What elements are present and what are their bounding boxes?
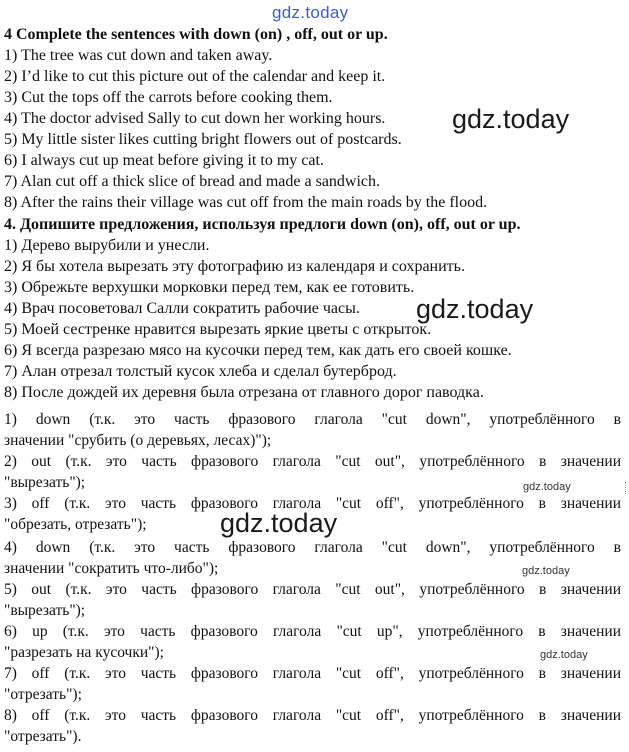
english-sentence: 7) Alan cut off a thick slice of bread and made a sandwich. (4, 173, 381, 190)
russian-sentence: 5) Моей сестренке нравится вырезать яркие цветы с открыток. (4, 321, 432, 338)
russian-sentence: 1) Дерево вырубили и унесли. (4, 237, 210, 254)
watermark-top: gdz.today (272, 3, 349, 22)
explanation-line: 2) out (т.к. это часть фразового глагола "cut out", употреблённого в значении (4, 453, 621, 470)
explanation-line: "разрезать на кусочки"); (4, 644, 164, 661)
english-sentence: 5) My little sister likes cutting bright flowers out of postcards. (4, 131, 402, 148)
russian-sentence: 8) После дождей их деревня была отрезана от главного дорог паводка. (4, 384, 484, 401)
english-sentence: 4) The doctor advised Sally to cut down her working hours. (4, 110, 386, 127)
english-sentence: 2) I’d like to cut this picture out of the calendar and keep it. (4, 68, 386, 85)
explanation-line: "вырезать"); (4, 474, 86, 491)
watermark-large: gdz.today (220, 508, 338, 538)
watermark-small: gdz.today (523, 481, 571, 493)
explanation-line: 6) up (т.к. это часть фразового глагола "cut up", употреблённого в значении (4, 623, 621, 640)
explanation-line: "вырезать"); (4, 602, 86, 619)
english-sentence: 8) After the rains their village was cut off from the main roads by the flood. (4, 194, 488, 211)
explanation-line: 5) out (т.к. это часть фразового глагола "cut out", употреблённого в значении (4, 581, 621, 598)
watermark-small: gdz.today (522, 565, 570, 577)
english-heading: 4 Complete the sentences with down (on) , off, out or up. (4, 26, 388, 43)
russian-heading: 4. Допишите предложения, используя предлоги down (on), off, out or up. (4, 216, 521, 233)
explanation-line: значении "срубить (о деревьях, лесах)"); (4, 432, 272, 449)
russian-sentence: 7) Алан отрезал толстый кусок хлеба и сделал бутерброд. (4, 363, 397, 380)
explanation-line: 7) off (т.к. это часть фразового глагола "cut off", употреблённого в значении (4, 665, 621, 682)
watermark-large: gdz.today (416, 294, 534, 324)
explanation-line: "обрезать, отрезать"); (4, 516, 147, 533)
explanation-line: 1) down (т.к. это часть фразового глагола "cut down", употреблённого в (4, 411, 621, 428)
explanation-line: 4) down (т.к. это часть фразового глагола "cut down", употреблённого в (4, 539, 621, 556)
russian-sentence: 4) Врач посоветовал Салли сократить рабочие часы. (4, 300, 360, 317)
explanation-line: 3) off (т.к. это часть фразового глагола "cut off", употреблённого в значении (4, 495, 621, 512)
page-edge-mark (625, 482, 628, 494)
english-sentence: 6) I always cut up meat before giving it to my cat. (4, 152, 324, 169)
russian-sentence: 2) Я бы хотела вырезать эту фотографию из календаря и сохранить. (4, 258, 465, 275)
english-sentence: 3) Cut the tops off the carrots before cooking them. (4, 89, 333, 106)
english-sentence: 1) The tree was cut down and taken away. (4, 47, 273, 64)
watermark-large: gdz.today (452, 104, 570, 134)
russian-sentence: 3) Обрежьте верхушки морковки перед тем, как ее готовить. (4, 279, 415, 296)
watermark-small: gdz.today (540, 649, 588, 661)
explanation-line: значении "сократить что-либо"); (4, 560, 219, 577)
explanation-line: 8) off (т.к. это часть фразового глагола "cut off", употреблённого в значении (4, 707, 621, 724)
explanation-line: "отрезать"). (4, 728, 82, 745)
explanation-line: "отрезать"); (4, 686, 82, 703)
russian-sentence: 6) Я всегда разрезаю мясо на кусочки перед тем, как дать его своей кошке. (4, 342, 512, 359)
